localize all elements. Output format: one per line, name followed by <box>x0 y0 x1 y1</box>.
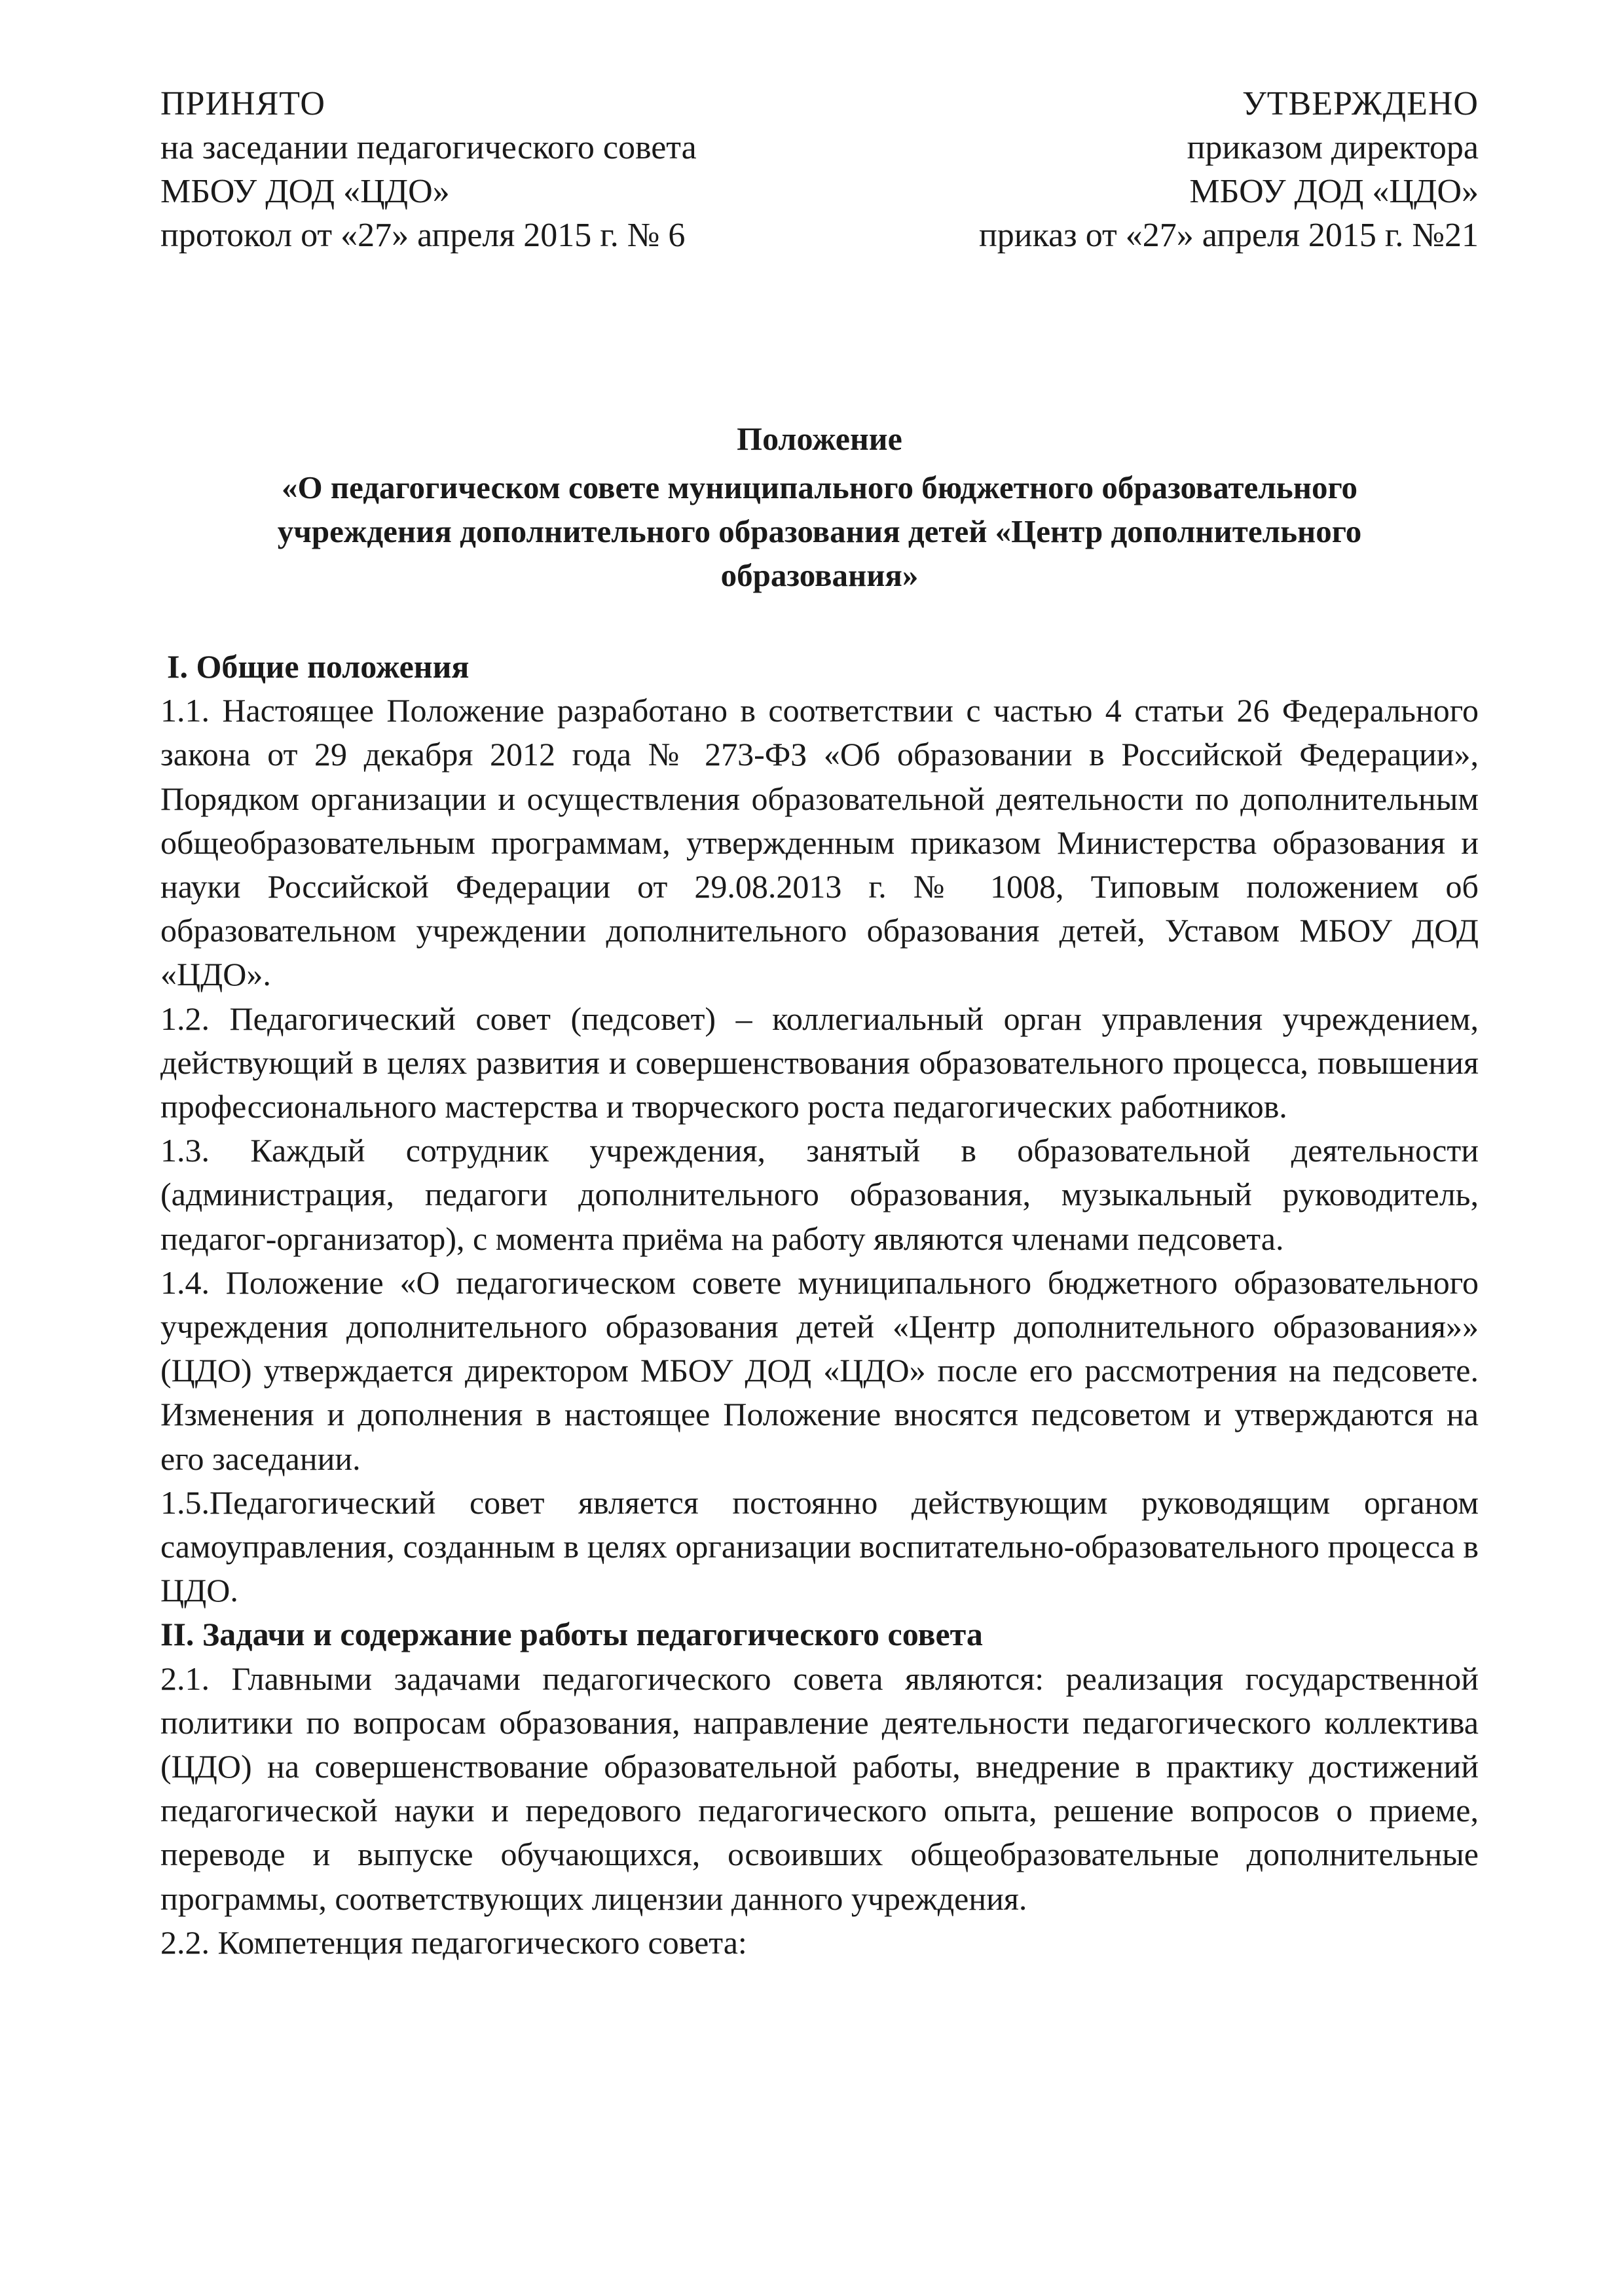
accepted-protocol-line: протокол от «27» апреля 2015 г. № 6 <box>160 217 686 254</box>
paragraph-1-4: 1.4. Положение «О педагогическом совете муниципального бюджетного образовательного учреждения дополнительного образования детей «Центр дополнительного образования»» (ЦДО) утверждается директором МБОУ ДОД «ЦДО» после его рассмотрения на педсовете. Изменения и дополнения в настоящее Положение вносятся педсоветом и утверждаются на его заседании. <box>160 1264 1479 1477</box>
approved-order-line: приказом директора <box>1187 129 1479 166</box>
paragraph-1-1: 1.1. Настоящее Положение разработано в соответствии с частью 4 статьи 26 Федерального закона от 29 декабря 2012 года № 273-ФЗ «Об образовании в Российской Федерации», Порядком организации и осуществления образовательной деятельности по дополнительным общеобразовательным программам, утвержденным приказом Министерства образования и науки Российской Федерации от 29.08.2013 г. № 1008, Типовым положением об образовательном учреждении дополнительного образования детей, Уставом МБОУ ДОД «ЦДО». <box>160 692 1479 993</box>
approved-block <box>758 82 1479 257</box>
document-subtitle-line-2: учреждения дополнительного образования детей «Центр дополнительного <box>277 513 1362 549</box>
document-title-block <box>160 416 1479 597</box>
document-body <box>160 645 1479 1965</box>
paragraph-1-2: 1.2. Педагогический совет (педсовет) – коллегиальный орган управления учреждением, действующий в целях развития и совершенствования образовательного процесса, повышения профессионального мастерства и творческого роста педагогических работников. <box>160 1000 1479 1125</box>
accepted-meeting-line: на заседании педагогического совета <box>160 129 697 166</box>
section-2-heading: II. Задачи и содержание работы педагогического совета <box>160 1616 983 1653</box>
document-title: Положение <box>737 420 902 457</box>
approved-order-number-line: приказ от «27» апреля 2015 г. №21 <box>978 217 1479 254</box>
paragraph-1-3: 1.3. Каждый сотрудник учреждения, занятый в образовательной деятельности (администрация, педагоги дополнительного образования, музыкальный руководитель, педагог-организатор), с момента приёма на работу являются членами педсовета. <box>160 1132 1479 1257</box>
accepted-org-line: МБОУ ДОД «ЦДО» <box>160 173 450 210</box>
paragraph-2-1: 2.1. Главными задачами педагогического совета являются: реализация государственной политики по вопросам образования, направление деятельности педагогического коллектива (ЦДО) на совершенствование образовательной работы, внедрение в практику достижений педагогической науки и передового педагогического опыта, решение вопросов о приеме, переводе и выпуске обучающихся, освоивших общеобразовательные дополнительные программы, соответствующих лицензии данного учреждения. <box>160 1660 1479 1917</box>
document-subtitle-line-1: «О педагогическом совете муниципального бюджетного образовательного <box>282 469 1357 505</box>
approved-org-line: МБОУ ДОД «ЦДО» <box>1189 173 1479 210</box>
accepted-label: ПРИНЯТО <box>160 85 325 122</box>
paragraph-1-5: 1.5.Педагогический совет является постоянно действующим руководящим органом самоуправления, созданным в целях организации воспитательно-образовательного процесса в ЦДО. <box>160 1484 1479 1609</box>
approved-label: УТВЕРЖДЕНО <box>1242 85 1479 122</box>
accepted-block <box>160 82 815 257</box>
section-1-heading: I. Общие положения <box>167 648 470 685</box>
document-subtitle-line-3: образования» <box>720 557 919 593</box>
paragraph-2-2: 2.2. Компетенция педагогического совета: <box>160 1923 747 1961</box>
